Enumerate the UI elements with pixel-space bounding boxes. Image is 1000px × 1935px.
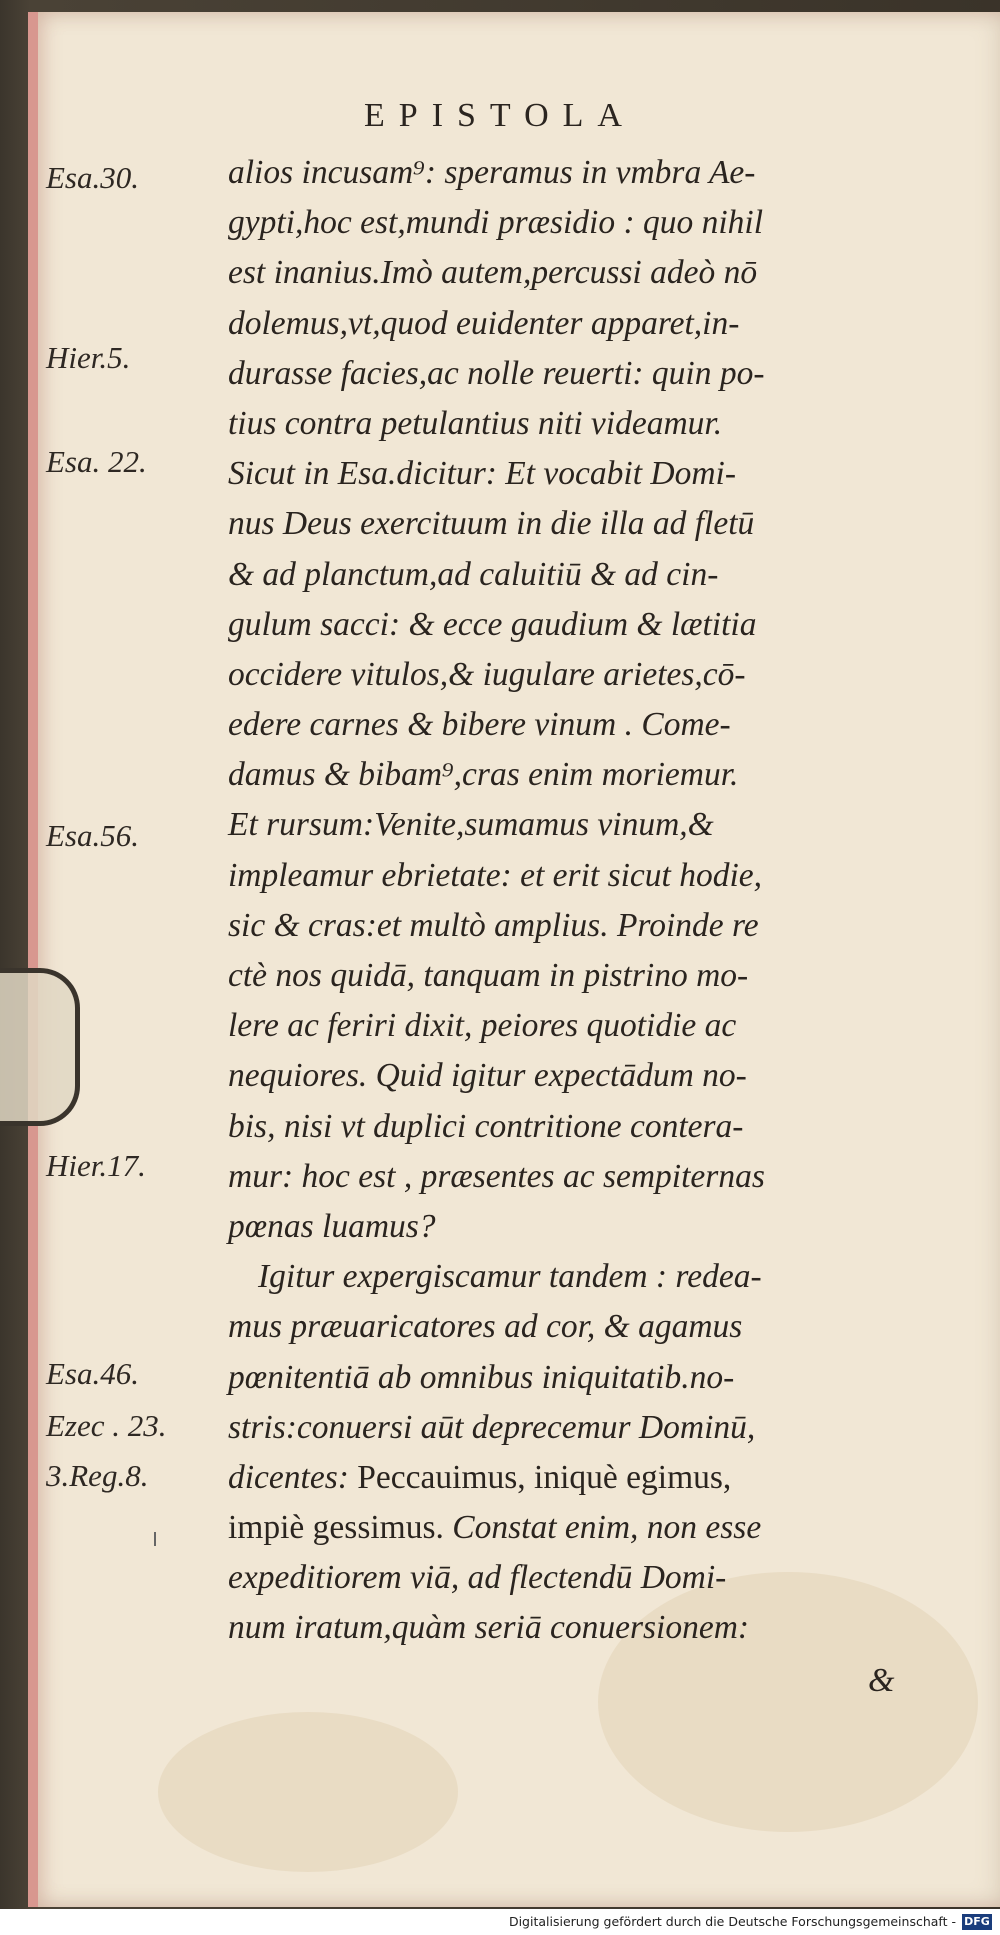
text-line: mur: hoc est , præsentes ac sempiternas	[228, 1157, 765, 1195]
text-line: tius contra petulantius niti videamur.	[228, 404, 723, 442]
text-line: ctè nos quidā, tanquam in pistrino mo-	[228, 957, 749, 994]
text-line: expeditiorem viā, ad flectendū Domi-	[228, 1559, 727, 1597]
text-line: Et rursum:Venite,sumamus vinum,&	[228, 806, 714, 844]
text-line: alios incusam⁹: speramus in vmbra Ae-	[228, 154, 756, 191]
margin-note: Hier.17.	[46, 1148, 146, 1183]
margin-note: Esa.46.	[46, 1356, 139, 1391]
text-line: stris:conuersi aūt deprecemur Dominū,	[228, 1408, 756, 1446]
text-line: nus Deus exercituum in die illa ad fletū	[228, 505, 755, 543]
text-line: bis, nisi vt duplici contritione contera-	[228, 1107, 744, 1145]
text-line: occidere vitulos,& iugulare arietes,cō-	[228, 655, 746, 693]
margin-note: Ezec . 23.	[46, 1408, 167, 1443]
text-line: edere carnes & bibere vinum . Come-	[228, 706, 731, 744]
text-line: lere ac feriri dixit, peiores quotidie ac	[228, 1007, 737, 1045]
footer-credit: Digitalisierung gefördert durch die Deutsche Forschungsgemeinschaft -	[508, 1914, 956, 1929]
text-roman: Peccauimus, iniquè egimus,	[357, 1458, 732, 1496]
digitization-footer	[0, 1909, 1000, 1935]
text-line	[228, 1503, 928, 1553]
text-line: pœnitentiā ab omnibus iniquitatib.no-	[228, 1358, 735, 1396]
text-line: pœnas luamus?	[228, 1207, 436, 1245]
text-line: gypti,hoc est,mundi præsidio : quo nihil	[228, 204, 764, 242]
text-italic: Constat enim, non esse	[452, 1509, 762, 1547]
text-line: sic & cras:et multò amplius. Proinde re	[228, 906, 759, 944]
text-line: & ad planctum,ad caluitiū & ad cin-	[228, 555, 719, 593]
margin-note: Esa. 22.	[46, 444, 147, 479]
margin-mark	[154, 1532, 156, 1546]
text-line: Igitur expergiscamur tandem : redea-	[258, 1258, 762, 1296]
margin-note: 3.Reg.8.	[46, 1458, 149, 1493]
catchword: &	[868, 1662, 895, 1699]
text-line: damus & bibam⁹,cras enim moriemur.	[228, 756, 739, 794]
text-line: impleamur ebrietate: et erit sicut hodie,	[228, 856, 763, 894]
text-italic: dicentes:	[228, 1458, 349, 1496]
book-clasp	[0, 968, 80, 1126]
text-line: est inanius.Imò autem,percussi adeò nō	[228, 254, 758, 292]
paper-stain	[158, 1712, 458, 1872]
running-header: EPISTOLA	[364, 97, 636, 134]
text-line: durasse facies,ac nolle reuerti: quin po-	[228, 354, 765, 392]
dfg-logo-icon: DFG	[962, 1914, 992, 1930]
margin-note: Hier.5.	[46, 340, 131, 375]
text-block	[228, 148, 928, 1654]
text-line: num iratum,quàm seriā conuersionem:	[228, 1609, 750, 1647]
text-line: mus præuaricatores ad cor, & agamus	[228, 1308, 743, 1346]
text-line: gulum sacci: & ecce gaudium & lætitia	[228, 605, 757, 643]
text-line: dolemus,vt,quod euidenter apparet,in-	[228, 304, 740, 342]
margin-note: Esa.56.	[46, 818, 139, 853]
text-line: nequiores. Quid igitur expectādum no-	[228, 1057, 747, 1095]
margin-note: Esa.30.	[46, 160, 139, 195]
text-line	[228, 1453, 928, 1503]
text-line: Sicut in Esa.dicitur: Et vocabit Domi-	[228, 455, 736, 493]
text-roman: impiè gessimus.	[228, 1509, 444, 1547]
